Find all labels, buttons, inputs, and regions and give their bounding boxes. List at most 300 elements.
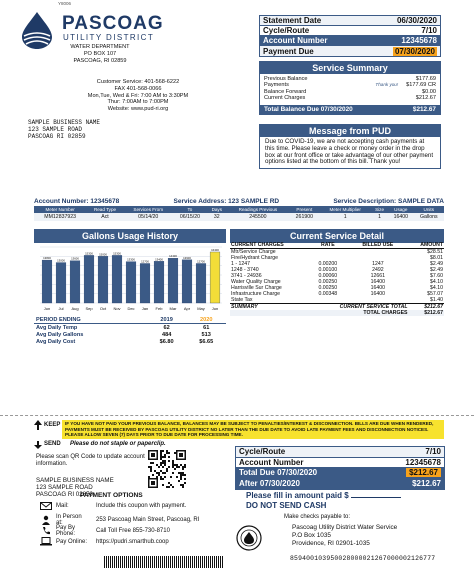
return-address xyxy=(60,44,140,65)
qr-module xyxy=(184,466,186,468)
chart-data-label: 14400 xyxy=(169,254,177,259)
chart-bar xyxy=(154,261,164,303)
qr-module xyxy=(182,484,184,486)
meter-header-cell: Usage xyxy=(388,206,413,213)
detail-cell: Harrisville Sur Charge xyxy=(231,285,282,291)
mailing-line: 123 SAMPLE ROAD xyxy=(36,484,93,491)
barcode-bar xyxy=(132,556,133,568)
barcode-bar xyxy=(140,556,141,568)
account-line-description: Service Description: SAMPLE DATA xyxy=(333,198,444,205)
chart-data-label: 12700 xyxy=(141,259,149,264)
value: 12345678 xyxy=(401,36,437,45)
qr-module xyxy=(156,476,158,478)
remittance-box xyxy=(235,446,445,490)
qr-module xyxy=(164,454,166,456)
chart-bar xyxy=(84,255,94,303)
total-balance-row xyxy=(260,105,440,114)
total-charges-label: TOTAL CHARGES xyxy=(308,310,408,316)
payment-due-row xyxy=(260,46,440,56)
qr-module xyxy=(182,466,184,468)
qr-module xyxy=(170,484,172,486)
brand-name: PASCOAG xyxy=(62,13,164,34)
chart-tick-label: Feb xyxy=(155,306,163,311)
barcode-bar xyxy=(158,556,159,568)
envelope-icon xyxy=(40,502,52,510)
qr-module xyxy=(158,466,160,468)
barcode-bar xyxy=(166,556,167,568)
statement-date-row xyxy=(260,16,440,26)
qr-module xyxy=(172,462,174,464)
detail-cell: 0.00100 xyxy=(318,267,338,273)
qr-module xyxy=(158,472,160,474)
qr-module xyxy=(158,474,160,476)
qr-module xyxy=(166,452,168,454)
current-detail-title: Current Service Detail xyxy=(231,230,443,242)
period-cell: Avg Daily Cost xyxy=(36,338,76,345)
arrow-down-icon xyxy=(34,441,42,449)
meter-cell: 1 xyxy=(319,213,371,221)
summary-label: SUMMARY xyxy=(230,304,308,311)
barcode-bar xyxy=(168,556,169,568)
chart-tick-label: Jul xyxy=(58,306,64,311)
payee-line: Providence, RI 02901-1035 xyxy=(292,539,370,547)
qr-module xyxy=(178,480,180,482)
pascoag-seal-icon xyxy=(236,525,262,551)
return-address-line: PASCOAG, RI 02859 xyxy=(73,58,127,64)
chart-tick-label: Jun xyxy=(211,306,219,311)
qr-module xyxy=(160,456,162,458)
amount-paid-line xyxy=(351,497,401,498)
chart-data-label: 15000 xyxy=(99,252,107,257)
payment-options-title: PAYMENT OPTIONS xyxy=(80,492,143,499)
barcode-bar xyxy=(162,556,163,568)
period-cell: Avg Daily Temp xyxy=(36,324,78,331)
qr-module xyxy=(162,462,164,464)
detail-cell: State Tax xyxy=(231,297,253,303)
period-cell: 513 xyxy=(201,331,211,338)
meter-header-cell: Meter Number xyxy=(34,206,86,213)
period-header-cell: 2019 xyxy=(147,316,187,324)
account-line-address: Service Address: 123 SAMPLE RD xyxy=(173,198,280,205)
chart-data-label: 16400 xyxy=(211,247,219,252)
qr-code-icon[interactable] xyxy=(147,449,187,489)
meter-header-cell: Readings Previous xyxy=(226,206,289,213)
detail-cell: $2.49 xyxy=(430,261,443,267)
barcode-bar xyxy=(172,556,173,568)
postal-barcode-icon xyxy=(104,556,224,568)
qr-module xyxy=(162,456,164,458)
barcode-bar xyxy=(176,556,177,568)
label: Cycle/Route xyxy=(263,26,310,35)
ocr-scanline: 859400103950028000021267000002126777 xyxy=(290,555,436,562)
barcode-bar xyxy=(194,556,195,568)
total-charges-row xyxy=(230,310,444,316)
payment-online-link[interactable]: https://pudri.smarthub.coop xyxy=(96,538,169,545)
barcode-bar xyxy=(142,556,143,568)
amount-paid-label: Please fill in amount paid $ xyxy=(246,491,349,500)
barcode-bar xyxy=(208,556,209,568)
barcode-bar xyxy=(128,556,129,568)
payment-option-label: Pay By Phone: xyxy=(56,525,76,537)
qr-module xyxy=(168,486,170,488)
detail-cell: Infrastructure Charge xyxy=(231,291,281,297)
period-cell: 484 xyxy=(161,331,172,338)
barcode-bar xyxy=(212,556,213,568)
chart-tick-label: Dec xyxy=(127,306,135,311)
detail-cell: $4.10 xyxy=(430,285,443,291)
qr-module xyxy=(162,460,164,462)
qr-module xyxy=(184,482,186,484)
value: 07/30/2020 xyxy=(394,46,435,56)
qr-module xyxy=(178,466,180,468)
barcode-bar xyxy=(124,556,125,568)
mailing-address xyxy=(28,119,100,140)
detail-header-cell: CURRENT CHARGES xyxy=(230,242,308,249)
chart-tick-label: Mar xyxy=(169,306,177,311)
table-row xyxy=(34,331,226,338)
qr-module xyxy=(150,462,152,464)
table-row xyxy=(34,338,226,345)
detail-cell: 0.00250 xyxy=(318,285,338,291)
chart-tick-label: Oct xyxy=(99,306,107,311)
qr-module xyxy=(160,470,162,472)
coupon-account-row xyxy=(236,458,444,469)
label: After 07/30/2020 xyxy=(239,479,300,489)
label: Total Due 07/30/2020 xyxy=(239,468,318,478)
period-cell: 61 xyxy=(203,324,210,331)
barcode-bar xyxy=(178,556,179,568)
barcode-bar xyxy=(200,556,201,568)
chart-tick-label: Jun xyxy=(43,306,51,311)
cut-line xyxy=(0,415,474,416)
payment-option-phone xyxy=(40,525,170,537)
barcode-bar xyxy=(104,556,105,568)
chart-bar xyxy=(126,262,136,303)
payee-line: P.O Box 1035 xyxy=(292,531,331,539)
chart-bar xyxy=(196,263,206,303)
qr-module xyxy=(160,454,162,456)
current-total-label: CURRENT SERVICE TOTAL xyxy=(308,304,408,311)
detail-cell: 0.00060 xyxy=(318,273,338,279)
contact-info xyxy=(60,79,216,113)
value: $212.67 xyxy=(406,468,441,477)
barcode-bar xyxy=(160,556,161,568)
detail-cell: $1.40 xyxy=(430,297,443,303)
amount-paid-field[interactable] xyxy=(246,491,401,500)
qr-module xyxy=(164,456,166,458)
coupon-cycle-row xyxy=(236,447,444,458)
detail-cell: 16400 xyxy=(370,285,386,291)
label: Cycle/Route xyxy=(239,447,286,457)
contact-hours: Mon,Tue, Wed & Fri: 7:00 AM to 3:30PM xyxy=(87,92,189,99)
qr-module xyxy=(164,462,166,464)
value: 7/10 xyxy=(425,447,441,457)
summary-line-label: Payments xyxy=(264,82,289,89)
warning-banner: IF YOU HAVE NOT PAID YOUR PREVIOUS BALANCE, BALANCES MAY BE SUBJECT TO PENALTIES/INTEREST & DISCONNECTION. BILLS ARE DUE WHEN RENDERED, PAYMENTS MUST BE RECEIVED BY PASCOAG UTILITY DISTRICT NO LATER THAN THE DUE DATE TO AVOID LATE PAYMENT FEES AND DISCONNECTION NOTICES. PLEASE ALLOW SEVEN (7) DAYS PRIOR TO DUE DATE FOR PROCESSING TIME. xyxy=(62,420,444,439)
qr-module xyxy=(184,464,186,466)
payment-option-label: Mail: xyxy=(56,503,69,509)
chart-tick-label: Nov xyxy=(113,306,121,311)
send-label: SEND xyxy=(44,441,61,447)
period-cell: 62 xyxy=(163,324,170,331)
chart-data-label: 13800 xyxy=(43,256,51,261)
qr-module xyxy=(160,452,162,454)
barcode-bar xyxy=(130,556,131,568)
chart-bar xyxy=(42,260,52,303)
contact-fax: FAX 401-568-0066 xyxy=(114,85,162,92)
gallons-history-title: Gallons Usage History xyxy=(35,230,225,242)
detail-cell: 0.00348 xyxy=(318,291,338,297)
chart-bar xyxy=(56,263,66,303)
qr-finder xyxy=(151,481,155,485)
barcode-bar xyxy=(192,556,193,568)
qr-instructions: Please scan QR Code to update account information. xyxy=(36,454,145,467)
meter-header-cell: Meter Multiplier xyxy=(319,206,371,213)
mailing-line: SAMPLE BUSINESS NAME xyxy=(28,119,101,126)
barcode-bar xyxy=(152,556,153,568)
qr-module xyxy=(174,452,176,454)
mailing-line: PASCOAG RI 02859 xyxy=(28,133,86,140)
period-cell: $6.80 xyxy=(159,338,174,345)
detail-header-cell: BILLED USE xyxy=(347,242,408,249)
chart-data-label: 13400 xyxy=(155,257,163,262)
qr-module xyxy=(150,470,152,472)
qr-module xyxy=(160,450,162,452)
summary-line-label: Previous Balance xyxy=(264,76,308,82)
payment-option-online[interactable] xyxy=(40,537,169,546)
barcode-bar xyxy=(188,556,189,568)
barcode-bar xyxy=(180,556,181,568)
meter-table-header xyxy=(34,206,444,213)
label: Total Balance Due 07/30/2020 xyxy=(264,105,353,113)
detail-cell: 16400 xyxy=(370,291,386,297)
detail-cell: $57.07 xyxy=(427,291,443,297)
summary-lines xyxy=(260,74,440,102)
value: 06/30/2020 xyxy=(396,16,437,25)
qr-module xyxy=(148,466,150,468)
chart-data-label: 13600 xyxy=(71,256,79,261)
coupon-due-row xyxy=(236,468,444,479)
mailing-line: 123 SAMPLE ROAD xyxy=(28,126,83,133)
qr-module xyxy=(156,464,158,466)
qr-module xyxy=(182,468,184,470)
qr-module xyxy=(152,474,154,476)
detail-header-cell: RATE xyxy=(308,242,347,249)
qr-module xyxy=(162,484,164,486)
current-detail-box xyxy=(230,229,444,243)
payment-option-label: Pay Online: xyxy=(56,538,88,545)
payment-option-value: 253 Pascoag Main Street, Pascoag, RI xyxy=(96,517,200,523)
label: Payment Due xyxy=(263,46,314,56)
arrow-up-icon xyxy=(34,420,42,430)
barcode-bar xyxy=(196,556,197,568)
qr-module xyxy=(162,478,164,480)
qr-module xyxy=(162,466,164,468)
chart-tick-label: Aug xyxy=(71,306,79,311)
payment-option-value: Include this coupon with payment. xyxy=(96,503,187,509)
chart-data-label: 13000 xyxy=(57,258,65,263)
barcode-bar xyxy=(202,556,203,568)
summary-line-label: Balance Forward xyxy=(264,88,307,95)
barcode-bar xyxy=(198,556,199,568)
chart-data-label: 15300 xyxy=(113,251,121,256)
qr-module xyxy=(168,482,170,484)
detail-cell: 16400 xyxy=(370,279,386,285)
barcode-bar xyxy=(220,556,221,568)
qr-module xyxy=(176,476,178,478)
meter-header-cell: Services From xyxy=(124,206,173,213)
qr-module xyxy=(152,462,154,464)
chart-bar xyxy=(98,256,108,303)
barcode-bar xyxy=(148,556,149,568)
total-charges-value: $212.67 xyxy=(409,310,445,316)
qr-module xyxy=(182,472,184,474)
qr-module xyxy=(180,472,182,474)
summary-line xyxy=(260,95,440,101)
barcode-bar xyxy=(138,556,139,568)
contact-hours: Thur: 7:00AM to 7:00PM xyxy=(107,99,169,106)
value: $212.67 xyxy=(412,105,436,113)
detail-cell: 1 - 1247 xyxy=(231,261,251,267)
keep-label: KEEP xyxy=(44,422,61,428)
detail-cell: 0.00250 xyxy=(318,279,338,285)
service-summary-title: Service Summary xyxy=(260,62,440,74)
summary-line-value: $177.69 xyxy=(415,76,436,82)
service-summary-box xyxy=(259,61,441,115)
qr-module xyxy=(172,486,174,488)
chart-bar xyxy=(112,255,122,303)
label: Account Number xyxy=(263,36,328,45)
qr-module xyxy=(172,464,174,466)
detail-cell: $7.60 xyxy=(430,273,443,279)
barcode-bar xyxy=(146,556,147,568)
payee-address xyxy=(292,524,397,547)
summary-line-value: $177.69 CR xyxy=(406,82,436,89)
qr-module xyxy=(176,466,178,468)
meter-cell: MM12837923 xyxy=(34,213,86,221)
period-header-cell: 2020 xyxy=(186,316,226,324)
message-text: Due to COVID-19, we are not accepting cash payments at this time. Please leave a check or money order in the drop box at our front office or take advantage of our other payment options listed at the bottom of this bill. Thank you! xyxy=(265,138,434,166)
chart-tick-label: May xyxy=(197,306,205,311)
account-line-number: Account Number: 12345678 xyxy=(34,198,120,205)
laptop-icon xyxy=(40,537,52,546)
qr-module xyxy=(180,484,182,486)
chart-tick-label: Sep xyxy=(85,306,93,311)
meter-header-cell: To xyxy=(173,206,207,213)
qr-module xyxy=(164,476,166,478)
meter-cell: Act xyxy=(86,213,123,221)
detail-cell: $8.01 xyxy=(430,255,443,261)
barcode-bar xyxy=(134,556,135,568)
qr-finder xyxy=(179,453,183,457)
chart-data-label: 13300 xyxy=(127,257,135,262)
qr-module xyxy=(174,464,176,466)
message-box xyxy=(259,124,441,169)
qr-module xyxy=(160,458,162,460)
meter-cell: 05/14/20 xyxy=(124,213,173,221)
period-cell: $6.65 xyxy=(199,338,214,345)
table-row xyxy=(34,324,226,332)
payment-option-value: Call Toll Free 855-730-8710 xyxy=(96,528,170,534)
qr-module xyxy=(176,464,178,466)
qr-module xyxy=(160,464,162,466)
chart-bar xyxy=(182,260,192,303)
value: $212.67 xyxy=(412,479,441,489)
chart-bar xyxy=(140,263,150,303)
no-staple-note: Please do not staple or paperclip. xyxy=(70,441,166,447)
barcode-bar xyxy=(126,556,127,568)
detail-cell: 2492 xyxy=(372,267,384,273)
meter-cell: 1 xyxy=(371,213,388,221)
qr-module xyxy=(160,462,162,464)
qr-module xyxy=(162,472,164,474)
barcode-bar xyxy=(222,556,223,568)
summary-line-note: Thank you! xyxy=(375,82,399,88)
qr-module xyxy=(166,470,168,472)
qr-module xyxy=(162,450,164,452)
period-table xyxy=(34,316,226,345)
barcode-bar xyxy=(110,556,111,568)
barcode-bar xyxy=(116,556,117,568)
person-icon xyxy=(40,515,52,525)
meter-header-cell: Present xyxy=(289,206,319,213)
meter-cell: 245500 xyxy=(226,213,289,221)
qr-module xyxy=(150,468,152,470)
qr-module xyxy=(164,464,166,466)
qr-module xyxy=(156,472,158,474)
qr-module xyxy=(168,460,170,462)
meter-header-cell: Read Type xyxy=(86,206,123,213)
detail-cell: Water Quality Charge xyxy=(231,279,281,285)
qr-module xyxy=(178,472,180,474)
coupon-after-row xyxy=(236,479,444,490)
phone-icon xyxy=(40,526,52,536)
barcode-bar xyxy=(206,556,207,568)
period-cell: Avg Daily Gallons xyxy=(36,331,84,338)
mailing-line: SAMPLE BUSINESS NAME xyxy=(36,477,114,484)
qr-module xyxy=(172,460,174,462)
payment-option-mail xyxy=(40,502,186,510)
qr-module xyxy=(180,478,182,480)
detail-cell: 3741 - 24936 xyxy=(231,273,262,279)
qr-module xyxy=(168,456,170,458)
period-header-row xyxy=(34,316,226,324)
barcode-bar xyxy=(144,556,145,568)
barcode-bar xyxy=(184,556,185,568)
summary-line-value: $212.67 xyxy=(415,95,436,102)
chart-tick-label: Jan xyxy=(141,306,149,311)
message-title: Message from PUD xyxy=(260,125,440,137)
qr-module xyxy=(182,486,184,488)
qr-module xyxy=(180,474,182,476)
barcode-bar xyxy=(218,556,219,568)
detail-cell: $28.51 xyxy=(427,249,443,255)
detail-header-cell: AMOUNT xyxy=(409,242,445,249)
label: Statement Date xyxy=(263,16,322,25)
barcode-bar xyxy=(156,556,157,568)
qr-module xyxy=(148,476,150,478)
payee-line: Pascoag Utility District Water Service xyxy=(292,524,398,531)
meter-header-cell: Size xyxy=(371,206,388,213)
contact-phone: Customer Service: 401-568-6222 xyxy=(96,79,180,85)
detail-cell: $4.10 xyxy=(430,279,443,285)
meter-header-cell: Days xyxy=(207,206,226,213)
period-header-cell: PERIOD ENDING xyxy=(34,316,147,324)
barcode-bar xyxy=(108,556,109,568)
payment-option-label: In Person at: xyxy=(56,514,82,526)
barcode-bar xyxy=(122,556,123,568)
return-address-line: WATER DEPARTMENT xyxy=(70,44,130,50)
